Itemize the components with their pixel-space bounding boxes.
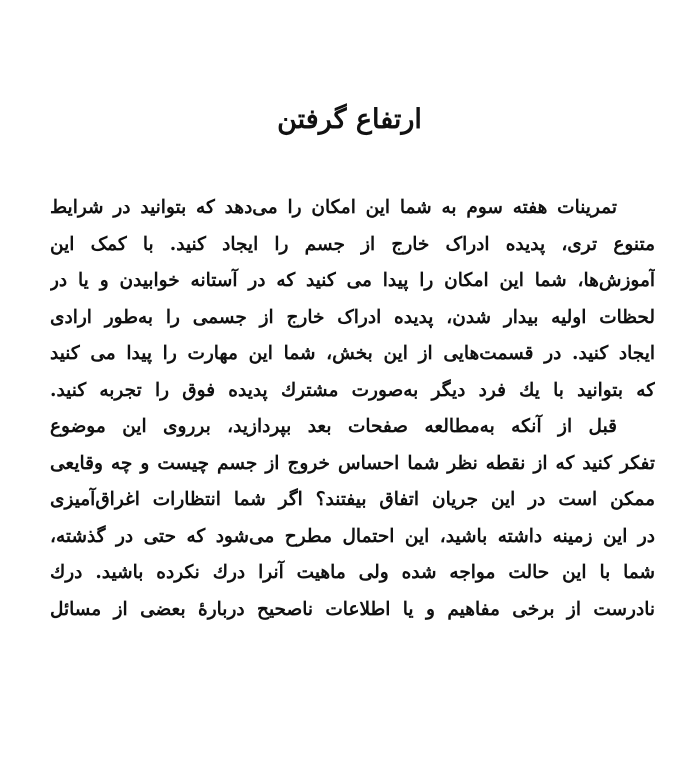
paragraph-2-line-3: ممکن است در این جریان اتفاق بیفتند؟ اگر شما انتظارات اغراق‌آمیزی [50, 489, 655, 510]
paragraph-1-line-3: آموزش‌ها، شما این امکان را پیدا می کنید که در آستانه خوابیدن و یا در [50, 270, 655, 291]
paragraph-1-line-1: تمرینات هفته سوم به شما این امکان را می‌دهد که بتوانید در شرایط [50, 197, 617, 218]
paragraph-2-line-4: در این زمینه داشته باشید، این احتمال مطرح می‌شود که حتی در گذشته، [50, 525, 655, 547]
paragraph-1-line-4: لحظات اولیه بیدار شدن، پدیده ادراک خارج از جسمی را به‌طور ارادی [50, 306, 655, 328]
page-title: ارتفاع گرفتن [277, 104, 422, 135]
paragraph-2-line-2: تفکر کنید که از نقطه نظر شما احساس خروج از جسم چیست و چه وقایعی [50, 452, 655, 474]
body-text [50, 190, 655, 628]
paragraph-1-line-5: ایجاد کنید. در قسمت‌هایی از این بخش، شما این مهارت را پیدا می کنید [50, 343, 655, 364]
paragraph-1-line-6: که بتوانید با یك فرد دیگر به‌صورت مشترك پدیده فوق را تجربه کنید. [50, 379, 655, 401]
paragraph-2-line-6: نادرست از برخی مفاهیم و یا اطلاعات ناصحیح دربارهٔ بعضی از مسائل [50, 598, 655, 620]
paragraph-1-line-2: متنوع تری، پدیده ادراک خارج از جسم را ایجاد کنید. با کمک این [50, 233, 655, 255]
paragraph-2-line-5: شما با این حالت مواجه شده ولی ماهیت آنرا درك نکرده باشید. درك [50, 562, 655, 583]
paragraph-2-line-1: قبل از آنکه به‌مطالعه صفحات بعد بپردازید، برروی این موضوع [50, 416, 617, 437]
